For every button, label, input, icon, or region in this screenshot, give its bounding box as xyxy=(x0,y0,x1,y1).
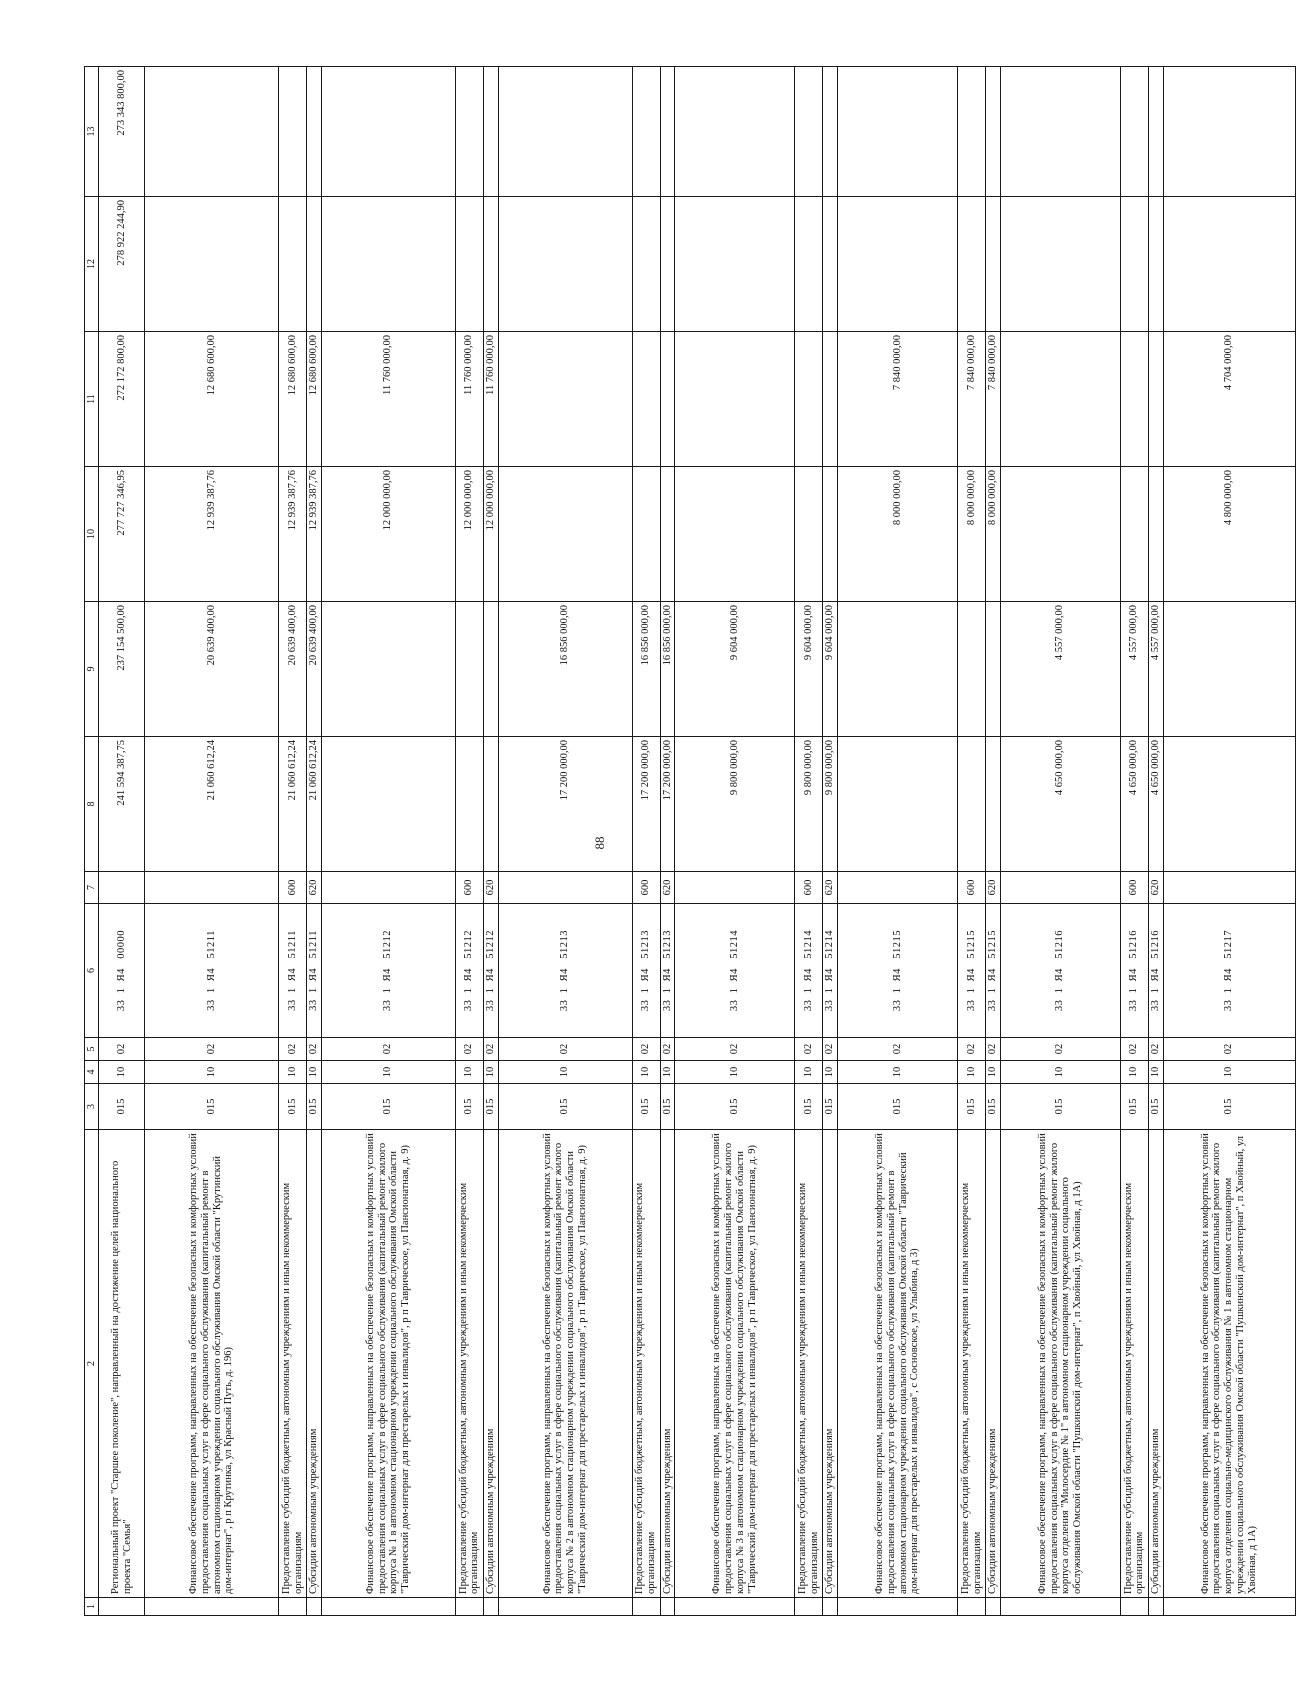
section-cell: 10 xyxy=(632,1061,660,1084)
header-col-11: 11 xyxy=(85,332,99,467)
amount-col10: 12 939 387,76 xyxy=(145,467,279,602)
amount-col8: 9 800 000,00 xyxy=(795,737,823,872)
amount-col10: 12 000 000,00 xyxy=(321,467,455,602)
target-article-cell: 33 1 Я4 51214 xyxy=(795,904,823,1038)
section-cell: 10 xyxy=(279,1061,307,1084)
table-header xyxy=(85,67,99,1616)
amount-col8: 17 200 000,00 xyxy=(632,737,660,872)
amount-col11 xyxy=(1000,332,1120,467)
amount-col13 xyxy=(483,67,498,197)
target-article-cell: 33 1 Я4 51216 xyxy=(1148,904,1163,1038)
table-row xyxy=(795,67,823,1616)
expense-type-cell: 620 xyxy=(483,872,498,904)
description-cell: Субсидии автономным учреждениям xyxy=(823,1130,838,1598)
amount-col13 xyxy=(660,67,675,197)
amount-col10: 8 000 000,00 xyxy=(958,467,986,602)
amount-col8 xyxy=(1163,737,1295,872)
expense-type-cell: 600 xyxy=(455,872,483,904)
amount-col13 xyxy=(795,67,823,197)
description-cell: Предоставление субсидий бюджетным, автономным учреждениям и иным некоммерческим организациям xyxy=(279,1130,307,1598)
subsection-cell: 02 xyxy=(632,1038,660,1061)
subsection-cell: 02 xyxy=(99,1038,145,1061)
amount-col13 xyxy=(986,67,1001,197)
target-article-cell: 33 1 Я4 51211 xyxy=(279,904,307,1038)
table-row xyxy=(99,67,145,1616)
subsection-cell: 02 xyxy=(498,1038,632,1061)
expense-type-cell xyxy=(145,872,279,904)
description-cell: Финансовое обеспечение программ, направленных на обеспечение безопасных и комфортных условий предоставления социальных услуг в сфере социального обслуживания (капитальный ремонт жилого корпуса отделения "Милосердие № 1" в автономном стационарном учреждении социального обслуживания Омской области "Пушкинский дом-интернат", п Хвойный, ул Хвойная, д 1А) xyxy=(1000,1130,1120,1598)
ministry-code-cell: 015 xyxy=(99,1084,145,1130)
expense-type-cell xyxy=(1000,872,1120,904)
subsection-cell: 02 xyxy=(1000,1038,1120,1061)
amount-col10: 12 939 387,76 xyxy=(307,467,322,602)
header-col-4: 4 xyxy=(85,1061,99,1084)
row-number-cell xyxy=(279,1598,307,1616)
amount-col9: 20 639 400,00 xyxy=(279,602,307,737)
amount-col11: 7 840 000,00 xyxy=(986,332,1001,467)
expense-type-cell: 600 xyxy=(279,872,307,904)
amount-col10 xyxy=(823,467,838,602)
target-article-cell: 33 1 Я4 51212 xyxy=(455,904,483,1038)
description-cell: Финансовое обеспечение программ, направленных на обеспечение безопасных и комфортных условий предоставления социальных услуг в сфере социального обслуживания (капитальный ремонт в автономном стационарном учреждении социального обслуживания Омской области "Таврический дом-интернат для престарелых и инвалидов", с Сосновское, ул Улыбина, д 3) xyxy=(838,1130,958,1598)
amount-col12 xyxy=(675,197,795,332)
amount-col12 xyxy=(1000,197,1120,332)
amount-col12: 278 922 244,90 xyxy=(99,197,145,332)
amount-col8 xyxy=(986,737,1001,872)
amount-col8 xyxy=(838,737,958,872)
ministry-code-cell: 015 xyxy=(321,1084,455,1130)
amount-col8: 4 650 000,00 xyxy=(1148,737,1163,872)
amount-col13 xyxy=(321,67,455,197)
header-col-6: 6 xyxy=(85,904,99,1038)
amount-col10: 277 727 346,95 xyxy=(99,467,145,602)
row-number-cell xyxy=(958,1598,986,1616)
section-cell: 10 xyxy=(660,1061,675,1084)
expense-type-cell: 620 xyxy=(986,872,1001,904)
subsection-cell: 02 xyxy=(307,1038,322,1061)
target-article-cell: 33 1 Я4 51216 xyxy=(1000,904,1120,1038)
amount-col12 xyxy=(660,197,675,332)
section-cell: 10 xyxy=(99,1061,145,1084)
row-number-cell xyxy=(321,1598,455,1616)
section-cell: 10 xyxy=(675,1061,795,1084)
amount-col8: 17 200 000,00 xyxy=(498,737,632,872)
amount-col12 xyxy=(145,197,279,332)
amount-col9: 237 154 500,00 xyxy=(99,602,145,737)
target-article-cell: 33 1 Я4 51213 xyxy=(632,904,660,1038)
row-number-cell xyxy=(483,1598,498,1616)
amount-col10 xyxy=(1000,467,1120,602)
description-cell: Субсидии автономным учреждениям xyxy=(307,1130,322,1598)
row-number-cell xyxy=(145,1598,279,1616)
description-cell: Предоставление субсидий бюджетным, автономным учреждениям и иным некоммерческим организациям xyxy=(632,1130,660,1598)
amount-col12 xyxy=(986,197,1001,332)
amount-col11 xyxy=(632,332,660,467)
amount-col9 xyxy=(1163,602,1295,737)
description-cell: Субсидии автономным учреждениям xyxy=(1148,1130,1163,1598)
description-cell: Финансовое обеспечение программ, направленных на обеспечение безопасных и комфортных условий предоставления социальных услуг в сфере социального обслуживания (капитальный ремонт жилого корпуса № 1 в автономном стационарном учреждении социального обслуживания Омской области "Таврический дом-интернат для престарелых и инвалидов", р п Таврическое, ул Пансионатная, д. 9) xyxy=(321,1130,455,1598)
amount-col9: 16 856 000,00 xyxy=(660,602,675,737)
amount-col12 xyxy=(498,197,632,332)
amount-col13 xyxy=(838,67,958,197)
budget-table xyxy=(84,66,1296,1616)
amount-col12 xyxy=(1120,197,1148,332)
amount-col8: 9 800 000,00 xyxy=(823,737,838,872)
amount-col10: 12 000 000,00 xyxy=(483,467,498,602)
ministry-code-cell: 015 xyxy=(823,1084,838,1130)
amount-col8: 9 800 000,00 xyxy=(675,737,795,872)
section-cell: 10 xyxy=(1163,1061,1295,1084)
amount-col8: 241 594 387,75 xyxy=(99,737,145,872)
description-cell: Предоставление субсидий бюджетным, автономным учреждениям и иным некоммерческим организациям xyxy=(1120,1130,1148,1598)
amount-col10: 8 000 000,00 xyxy=(838,467,958,602)
table-row xyxy=(279,67,307,1616)
amount-col8 xyxy=(483,737,498,872)
amount-col11: 12 680 600,00 xyxy=(279,332,307,467)
rotated-table-container xyxy=(84,67,1258,1616)
amount-col13 xyxy=(1163,67,1295,197)
header-col-2: 2 xyxy=(85,1130,99,1598)
expense-type-cell xyxy=(498,872,632,904)
expense-type-cell xyxy=(321,872,455,904)
section-cell: 10 xyxy=(823,1061,838,1084)
amount-col13 xyxy=(145,67,279,197)
ministry-code-cell: 015 xyxy=(986,1084,1001,1130)
expense-type-cell: 600 xyxy=(1120,872,1148,904)
amount-col8 xyxy=(958,737,986,872)
amount-col11: 272 172 800,00 xyxy=(99,332,145,467)
amount-col11: 4 704 000,00 xyxy=(1163,332,1295,467)
amount-col12 xyxy=(958,197,986,332)
row-number-cell xyxy=(660,1598,675,1616)
amount-col12 xyxy=(455,197,483,332)
expense-type-cell xyxy=(99,872,145,904)
amount-col11 xyxy=(660,332,675,467)
expense-type-cell: 620 xyxy=(1148,872,1163,904)
amount-col12 xyxy=(823,197,838,332)
table-row xyxy=(1120,67,1148,1616)
row-number-cell xyxy=(1163,1598,1295,1616)
subsection-cell: 02 xyxy=(279,1038,307,1061)
header-col-10: 10 xyxy=(85,467,99,602)
row-number-cell xyxy=(632,1598,660,1616)
section-cell: 10 xyxy=(483,1061,498,1084)
ministry-code-cell: 015 xyxy=(483,1084,498,1130)
amount-col9: 20 639 400,00 xyxy=(145,602,279,737)
amount-col10 xyxy=(1120,467,1148,602)
subsection-cell: 02 xyxy=(958,1038,986,1061)
ministry-code-cell: 015 xyxy=(660,1084,675,1130)
amount-col13 xyxy=(632,67,660,197)
table-row xyxy=(675,67,795,1616)
section-cell: 10 xyxy=(795,1061,823,1084)
target-article-cell: 33 1 Я4 51215 xyxy=(838,904,958,1038)
amount-col13: 273 343 800,00 xyxy=(99,67,145,197)
amount-col13 xyxy=(823,67,838,197)
ministry-code-cell: 015 xyxy=(1148,1084,1163,1130)
section-cell: 10 xyxy=(1148,1061,1163,1084)
section-cell: 10 xyxy=(958,1061,986,1084)
ministry-code-cell: 015 xyxy=(455,1084,483,1130)
amount-col8: 17 200 000,00 xyxy=(660,737,675,872)
table-row xyxy=(1000,67,1120,1616)
subsection-cell: 02 xyxy=(675,1038,795,1061)
table-row xyxy=(455,67,483,1616)
table-row xyxy=(145,67,279,1616)
description-cell: Финансовое обеспечение программ, направленных на обеспечение безопасных и комфортных условий предоставления социальных услуг в сфере социального обслуживания (капитальный ремонт жилого корпуса № 2 в автономном стационарном учреждении социального обслуживания Омской области "Таврический дом-интернат для престарелых и инвалидов", р п Таврическое, ул Пансионатная, д. 9) xyxy=(498,1130,632,1598)
header-row xyxy=(85,67,99,1616)
target-article-cell: 33 1 Я4 51213 xyxy=(660,904,675,1038)
ministry-code-cell: 015 xyxy=(145,1084,279,1130)
amount-col13 xyxy=(958,67,986,197)
amount-col13 xyxy=(307,67,322,197)
target-article-cell: 33 1 Я4 51215 xyxy=(958,904,986,1038)
amount-col13 xyxy=(279,67,307,197)
amount-col11: 7 840 000,00 xyxy=(838,332,958,467)
subsection-cell: 02 xyxy=(823,1038,838,1061)
amount-col12 xyxy=(279,197,307,332)
amount-col11 xyxy=(1120,332,1148,467)
target-article-cell: 33 1 Я4 51211 xyxy=(307,904,322,1038)
table-row xyxy=(958,67,986,1616)
subsection-cell: 02 xyxy=(838,1038,958,1061)
amount-col11: 12 680 600,00 xyxy=(307,332,322,467)
amount-col9: 16 856 000,00 xyxy=(632,602,660,737)
row-number-cell xyxy=(838,1598,958,1616)
ministry-code-cell: 015 xyxy=(1120,1084,1148,1130)
amount-col10: 4 800 000,00 xyxy=(1163,467,1295,602)
amount-col9: 9 604 000,00 xyxy=(675,602,795,737)
amount-col9: 4 557 000,00 xyxy=(1120,602,1148,737)
description-cell: Финансовое обеспечение программ, направленных на обеспечение безопасных и комфортных условий предоставления социальных услуг в сфере социального обслуживания (капитальный ремонт жилого корпуса № 3 в автономном стационарном учреждении социального обслуживания Омской области "Таврический дом-интернат для престарелых и инвалидов", р п Таврическое, ул Пансионатная, д. 9) xyxy=(675,1130,795,1598)
amount-col10 xyxy=(675,467,795,602)
description-cell: Предоставление субсидий бюджетным, автономным учреждениям и иным некоммерческим организациям xyxy=(795,1130,823,1598)
table-body xyxy=(99,67,1296,1616)
amount-col9: 4 557 000,00 xyxy=(1148,602,1163,737)
amount-col9: 16 856 000,00 xyxy=(498,602,632,737)
ministry-code-cell: 015 xyxy=(958,1084,986,1130)
amount-col12 xyxy=(483,197,498,332)
table-row xyxy=(838,67,958,1616)
ministry-code-cell: 015 xyxy=(632,1084,660,1130)
description-cell: Финансовое обеспечение программ, направленных на обеспечение безопасных и комфортных условий предоставления социальных услуг в сфере социального обслуживания (капитальный ремонт в автономном стационарном учреждении социального обслуживания Омской области "Крутинский дом-интернат", р п Крутинка, ул Красный Путь, д. 196) xyxy=(145,1130,279,1598)
section-cell: 10 xyxy=(307,1061,322,1084)
section-cell: 10 xyxy=(145,1061,279,1084)
header-col-8: 8 xyxy=(85,737,99,872)
subsection-cell: 02 xyxy=(145,1038,279,1061)
amount-col10 xyxy=(1148,467,1163,602)
expense-type-cell: 600 xyxy=(795,872,823,904)
section-cell: 10 xyxy=(986,1061,1001,1084)
description-cell: Региональный проект "Старшее поколение", направленный на достижение целей национального проекта "Семья" xyxy=(99,1130,145,1598)
target-article-cell: 33 1 Я4 00000 xyxy=(99,904,145,1038)
amount-col10: 8 000 000,00 xyxy=(986,467,1001,602)
row-number-cell xyxy=(498,1598,632,1616)
target-article-cell: 33 1 Я4 51217 xyxy=(1163,904,1295,1038)
header-col-7: 7 xyxy=(85,872,99,904)
amount-col10: 12 939 387,76 xyxy=(279,467,307,602)
amount-col12 xyxy=(795,197,823,332)
amount-col9: 20 639 400,00 xyxy=(307,602,322,737)
amount-col9 xyxy=(483,602,498,737)
amount-col12 xyxy=(838,197,958,332)
header-col-9: 9 xyxy=(85,602,99,737)
target-article-cell: 33 1 Я4 51212 xyxy=(321,904,455,1038)
amount-col10 xyxy=(632,467,660,602)
amount-col8 xyxy=(321,737,455,872)
header-col-13: 13 xyxy=(85,67,99,197)
amount-col11: 12 680 600,00 xyxy=(145,332,279,467)
target-article-cell: 33 1 Я4 51214 xyxy=(675,904,795,1038)
ministry-code-cell: 015 xyxy=(307,1084,322,1130)
ministry-code-cell: 015 xyxy=(795,1084,823,1130)
description-cell: Субсидии автономным учреждениям xyxy=(660,1130,675,1598)
description-cell: Предоставление субсидий бюджетным, автономным учреждениям и иным некоммерческим организациям xyxy=(958,1130,986,1598)
section-cell: 10 xyxy=(1120,1061,1148,1084)
expense-type-cell xyxy=(838,872,958,904)
amount-col9: 9 604 000,00 xyxy=(795,602,823,737)
amount-col8: 21 060 612,24 xyxy=(145,737,279,872)
amount-col11 xyxy=(795,332,823,467)
amount-col11: 11 760 000,00 xyxy=(455,332,483,467)
amount-col9 xyxy=(838,602,958,737)
target-article-cell: 33 1 Я4 51215 xyxy=(986,904,1001,1038)
amount-col13 xyxy=(1000,67,1120,197)
table-row xyxy=(986,67,1001,1616)
amount-col11: 7 840 000,00 xyxy=(958,332,986,467)
section-cell: 10 xyxy=(498,1061,632,1084)
amount-col9 xyxy=(986,602,1001,737)
expense-type-cell xyxy=(675,872,795,904)
table-row xyxy=(823,67,838,1616)
amount-col10: 12 000 000,00 xyxy=(455,467,483,602)
amount-col9: 9 604 000,00 xyxy=(823,602,838,737)
description-cell: Предоставление субсидий бюджетным, автономным учреждениям и иным некоммерческим организациям xyxy=(455,1130,483,1598)
row-number-cell xyxy=(307,1598,322,1616)
amount-col8 xyxy=(455,737,483,872)
table-row xyxy=(483,67,498,1616)
expense-type-cell: 600 xyxy=(632,872,660,904)
amount-col8: 21 060 612,24 xyxy=(279,737,307,872)
amount-col10 xyxy=(660,467,675,602)
amount-col13 xyxy=(498,67,632,197)
expense-type-cell: 600 xyxy=(958,872,986,904)
amount-col10 xyxy=(498,467,632,602)
subsection-cell: 02 xyxy=(795,1038,823,1061)
description-cell: Финансовое обеспечение программ, направленных на обеспечение безопасных и комфортных условий предоставления социальных услуг в сфере социального обслуживания (капитальный ремонт жилого корпуса отделения социально-медицинского обслуживания № 1 в автономном стационарном учреждении социального обслуживания Омской области "Пушкинский дом-интернат", п Хвойный, ул Хвойная, д 1А) xyxy=(1163,1130,1295,1598)
ministry-code-cell: 015 xyxy=(675,1084,795,1130)
row-number-cell xyxy=(823,1598,838,1616)
subsection-cell: 02 xyxy=(660,1038,675,1061)
amount-col10 xyxy=(795,467,823,602)
table-row xyxy=(307,67,322,1616)
row-number-cell xyxy=(675,1598,795,1616)
amount-col8: 21 060 612,24 xyxy=(307,737,322,872)
table-row xyxy=(632,67,660,1616)
table-row xyxy=(321,67,455,1616)
table-row xyxy=(1163,67,1295,1616)
amount-col9 xyxy=(958,602,986,737)
row-number-cell xyxy=(1000,1598,1120,1616)
subsection-cell: 02 xyxy=(483,1038,498,1061)
amount-col12 xyxy=(632,197,660,332)
header-col-1: 1 xyxy=(85,1598,99,1616)
amount-col11 xyxy=(675,332,795,467)
table-row xyxy=(660,67,675,1616)
amount-col9 xyxy=(455,602,483,737)
row-number-cell xyxy=(455,1598,483,1616)
ministry-code-cell: 015 xyxy=(279,1084,307,1130)
amount-col11 xyxy=(498,332,632,467)
expense-type-cell: 620 xyxy=(307,872,322,904)
amount-col12 xyxy=(307,197,322,332)
page-number: 88 xyxy=(592,836,607,850)
row-number-cell xyxy=(1148,1598,1163,1616)
amount-col8: 4 650 000,00 xyxy=(1000,737,1120,872)
row-number-cell xyxy=(795,1598,823,1616)
amount-col11: 11 760 000,00 xyxy=(321,332,455,467)
amount-col11 xyxy=(823,332,838,467)
section-cell: 10 xyxy=(321,1061,455,1084)
target-article-cell: 33 1 Я4 51214 xyxy=(823,904,838,1038)
target-article-cell: 33 1 Я4 51212 xyxy=(483,904,498,1038)
subsection-cell: 02 xyxy=(321,1038,455,1061)
target-article-cell: 33 1 Я4 51216 xyxy=(1120,904,1148,1038)
amount-col11 xyxy=(1148,332,1163,467)
amount-col13 xyxy=(1148,67,1163,197)
ministry-code-cell: 015 xyxy=(1000,1084,1120,1130)
header-col-3: 3 xyxy=(85,1084,99,1130)
amount-col12 xyxy=(321,197,455,332)
row-number-cell xyxy=(986,1598,1001,1616)
target-article-cell: 33 1 Я4 51211 xyxy=(145,904,279,1038)
expense-type-cell: 620 xyxy=(660,872,675,904)
subsection-cell: 02 xyxy=(1148,1038,1163,1061)
expense-type-cell xyxy=(1163,872,1295,904)
header-col-5: 5 xyxy=(85,1038,99,1061)
target-article-cell: 33 1 Я4 51213 xyxy=(498,904,632,1038)
description-cell: Субсидии автономным учреждениям xyxy=(986,1130,1001,1598)
amount-col13 xyxy=(1120,67,1148,197)
subsection-cell: 02 xyxy=(986,1038,1001,1061)
amount-col11: 11 760 000,00 xyxy=(483,332,498,467)
subsection-cell: 02 xyxy=(1163,1038,1295,1061)
amount-col13 xyxy=(455,67,483,197)
amount-col9: 4 557 000,00 xyxy=(1000,602,1120,737)
ministry-code-cell: 015 xyxy=(1163,1084,1295,1130)
amount-col9 xyxy=(321,602,455,737)
amount-col12 xyxy=(1163,197,1295,332)
section-cell: 10 xyxy=(1000,1061,1120,1084)
expense-type-cell: 620 xyxy=(823,872,838,904)
amount-col13 xyxy=(675,67,795,197)
table-row xyxy=(1148,67,1163,1616)
amount-col12 xyxy=(1148,197,1163,332)
table-row xyxy=(498,67,632,1616)
header-col-12: 12 xyxy=(85,197,99,332)
section-cell: 10 xyxy=(455,1061,483,1084)
row-number-cell xyxy=(1120,1598,1148,1616)
amount-col8: 4 650 000,00 xyxy=(1120,737,1148,872)
description-cell: Субсидии автономным учреждениям xyxy=(483,1130,498,1598)
ministry-code-cell: 015 xyxy=(838,1084,958,1130)
subsection-cell: 02 xyxy=(455,1038,483,1061)
section-cell: 10 xyxy=(838,1061,958,1084)
row-number-cell xyxy=(99,1598,145,1616)
ministry-code-cell: 015 xyxy=(498,1084,632,1130)
subsection-cell: 02 xyxy=(1120,1038,1148,1061)
